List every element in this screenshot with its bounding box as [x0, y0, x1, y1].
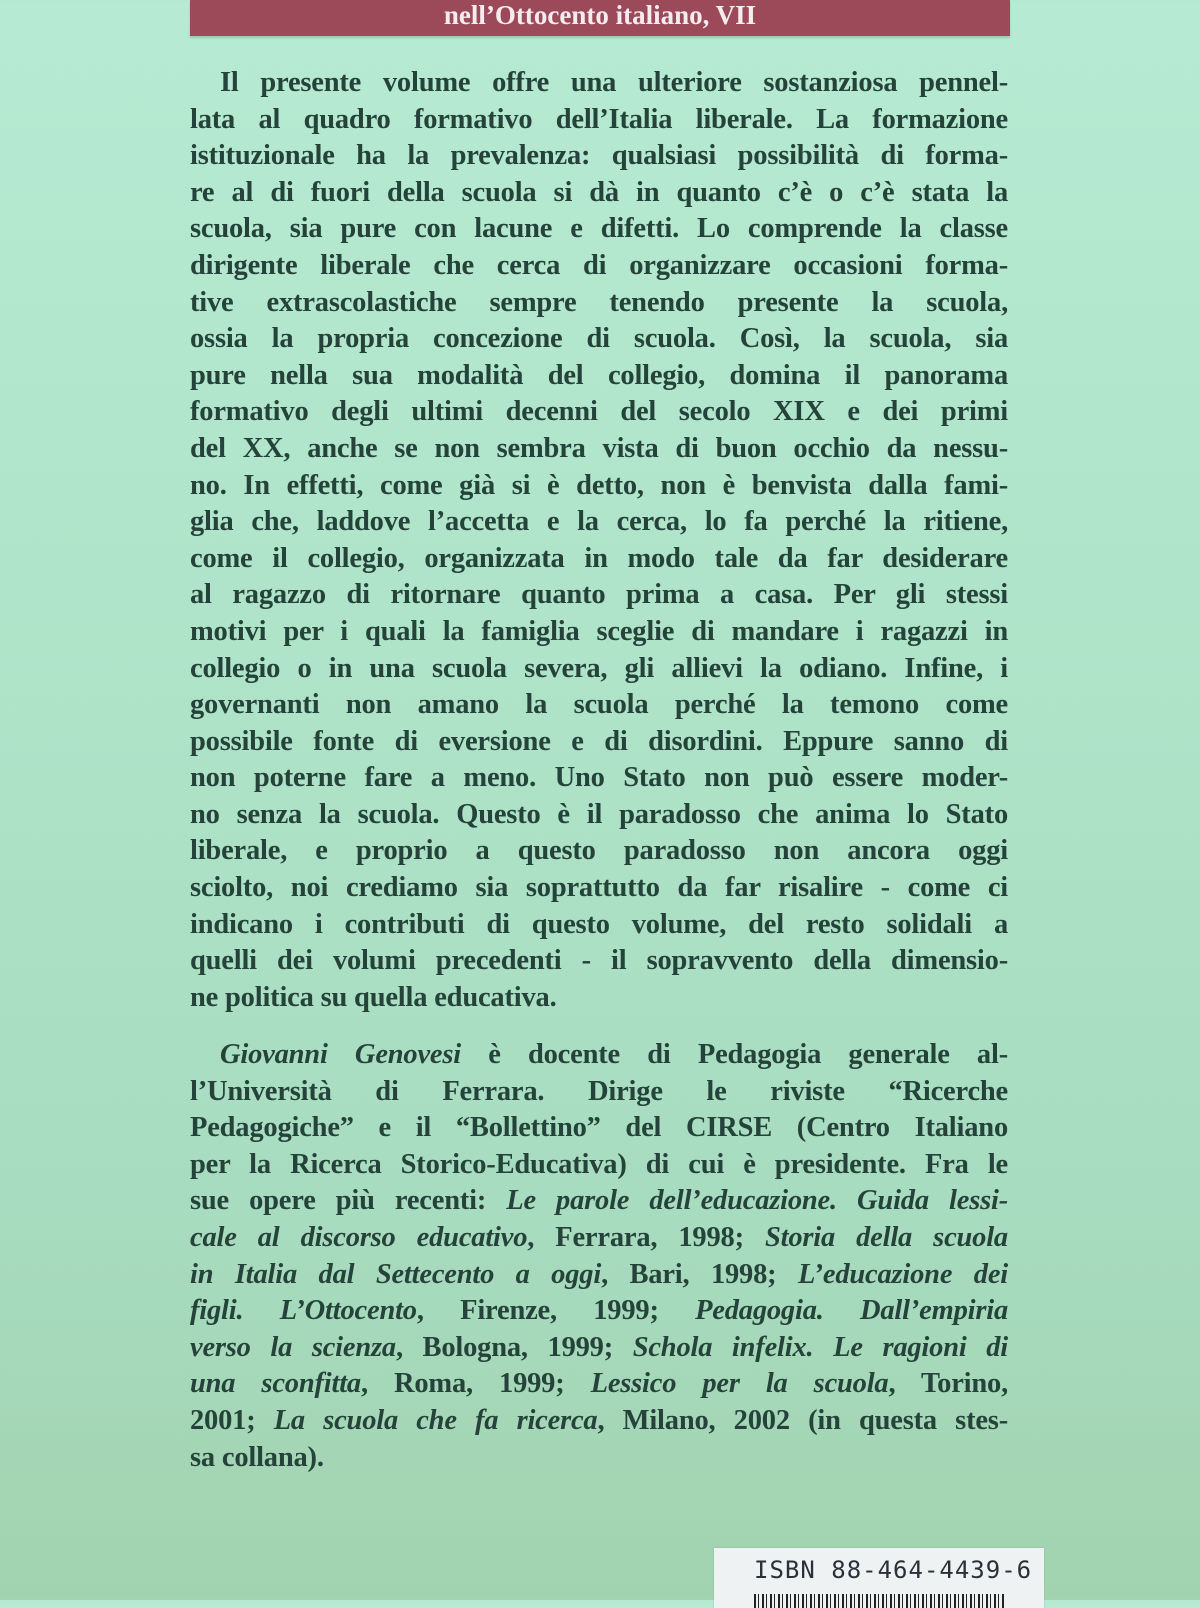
- description-line: come il collegio, organizzata in modo tale da far desiderare: [190, 542, 1008, 574]
- description-line: al ragazzo di ritornare quanto prima a casa. Per gli stessi: [190, 579, 1008, 611]
- description-line: del XX, anche se non sembra vista di buon occhio da nessu-: [190, 432, 1008, 464]
- description-line: dirigente liberale che cerca di organizzare occasioni forma-: [190, 249, 1008, 281]
- bio-line: per la Ricerca Storico-Educativa) di cui è presidente. Fra le: [190, 1148, 1008, 1180]
- bio-line: [190, 1220, 1008, 1257]
- work-title: Le parole dell’educazione. Guida lessi-: [506, 1185, 1008, 1217]
- description-line: no senza la scuola. Questo è il paradosso che anima lo Stato: [190, 798, 1008, 830]
- work-title: Pedagogia. Dall’empiria: [695, 1295, 1008, 1327]
- description-line: collegio o in una scuola severa, gli allievi la odiano. Infine, i: [190, 652, 1008, 684]
- description-line: pure nella sua modalità del collegio, domina il panorama: [190, 359, 1008, 391]
- bio-text: , Bologna, 1999;: [395, 1331, 633, 1363]
- description-line: re al di fuori della scuola si dà in quanto c’è o c’è stata la: [190, 176, 1008, 208]
- description-line: scuola, sia pure con lacune e difetti. Lo comprende la classe: [190, 213, 1008, 245]
- work-title: Schola infelix. Le ragioni di: [632, 1331, 1009, 1363]
- description-line: lata al quadro formativo dell’Italia liberale. La formazione: [190, 103, 1008, 135]
- work-title: verso la scienza: [190, 1331, 396, 1363]
- bio-line: l’Università di Ferrara. Dirige le riviste “Ricerche: [190, 1075, 1008, 1107]
- bio-text: , Ferrara, 1998;: [527, 1221, 765, 1253]
- isbn-barcode-label: [714, 1548, 1044, 1608]
- bio-line: [190, 1403, 1008, 1440]
- bio-text: , Roma, 1999;: [360, 1368, 591, 1400]
- description-line: glia che, laddove l’accetta e la cerca, lo fa perché la ritiene,: [190, 506, 1008, 538]
- work-title: in Italia dal Settecento a oggi: [190, 1258, 602, 1290]
- description-line: formativo degli ultimi decenni del secolo XIX e dei primi: [190, 396, 1008, 428]
- description-line: Il presente volume offre una ulteriore sostanziosa pennel-: [220, 67, 1008, 98]
- description-line: tive extrascolastiche sempre tenendo presente la scuola,: [190, 286, 1008, 318]
- description-line: ne politica su quella educativa.: [190, 981, 557, 1013]
- bio-line: [190, 1330, 1008, 1367]
- bio-text: , Bari, 1998;: [601, 1258, 798, 1290]
- bio-line: [190, 1366, 1008, 1403]
- bio-line: [190, 1037, 1008, 1074]
- work-title: Lessico per la scuola: [590, 1368, 889, 1400]
- bio-text: , Torino,: [888, 1368, 1009, 1400]
- author-name: Giovanni Genovesi: [220, 1039, 461, 1070]
- description-line: quelli dei volumi precedenti - il sopravvento della dimensio-: [190, 945, 1008, 977]
- bio-text: , Milano, 2002 (in questa stes-: [597, 1404, 1008, 1436]
- barcode-icon: [754, 1594, 1004, 1608]
- work-title: L’educazione dei: [797, 1258, 1008, 1290]
- bio-line: [190, 1257, 1008, 1294]
- bio-text: , Firenze, 1999;: [416, 1295, 696, 1327]
- bio-text: è docente di Pedagogia generale al-: [460, 1039, 1008, 1070]
- work-title: una sconfitta: [190, 1368, 361, 1400]
- isbn-number: ISBN 88-464-4439-6: [754, 1556, 1033, 1584]
- series-title: nell’Ottocento italiano, VII: [443, 0, 757, 30]
- description-line: motivi per i quali la famiglia sceglie di mandare i ragazzi in: [190, 615, 1008, 647]
- description-line: indicano i contributi di questo volume, del resto solidali a: [190, 908, 1008, 940]
- description-line: governanti non amano la scuola perché la temono come: [190, 689, 1008, 721]
- description-line: liberale, e proprio a questo paradosso non ancora oggi: [190, 835, 1008, 867]
- work-title: cale al discorso educativo: [190, 1221, 528, 1253]
- work-title: figli. L’Ottocento: [190, 1295, 417, 1327]
- description-line: ossia la propria concezione di scuola. Così, la scuola, sia: [190, 323, 1008, 355]
- bio-text: sue opere più recenti:: [190, 1185, 507, 1217]
- description-line: istituzionale ha la prevalenza: qualsiasi possibilità di forma-: [190, 140, 1008, 172]
- bio-line: Pedagogiche” e il “Bollettino” del CIRSE (Centro Italiano: [190, 1112, 1008, 1144]
- author-bio: [190, 1037, 1008, 1476]
- work-title: Storia della scuola: [764, 1221, 1008, 1253]
- description-line: sciolto, noi crediamo sia soprattutto da far risalire - come ci: [190, 872, 1008, 904]
- bio-line: [190, 1183, 1008, 1220]
- description-line: possibile fonte di eversione e di disordini. Eppure sanno di: [190, 725, 1008, 757]
- description-line: non poterne fare a meno. Uno Stato non può essere moder-: [190, 762, 1008, 794]
- bio-line: [190, 1293, 1008, 1330]
- bio-text: 2001;: [190, 1404, 274, 1436]
- series-title-banner: [190, 0, 1010, 36]
- description-line: no. In effetti, come già si è detto, non è benvista dalla fami-: [190, 469, 1008, 501]
- bio-line: sa collana).: [190, 1441, 324, 1473]
- work-title: La scuola che fa ricerca: [273, 1404, 598, 1436]
- book-description: [190, 65, 1008, 1016]
